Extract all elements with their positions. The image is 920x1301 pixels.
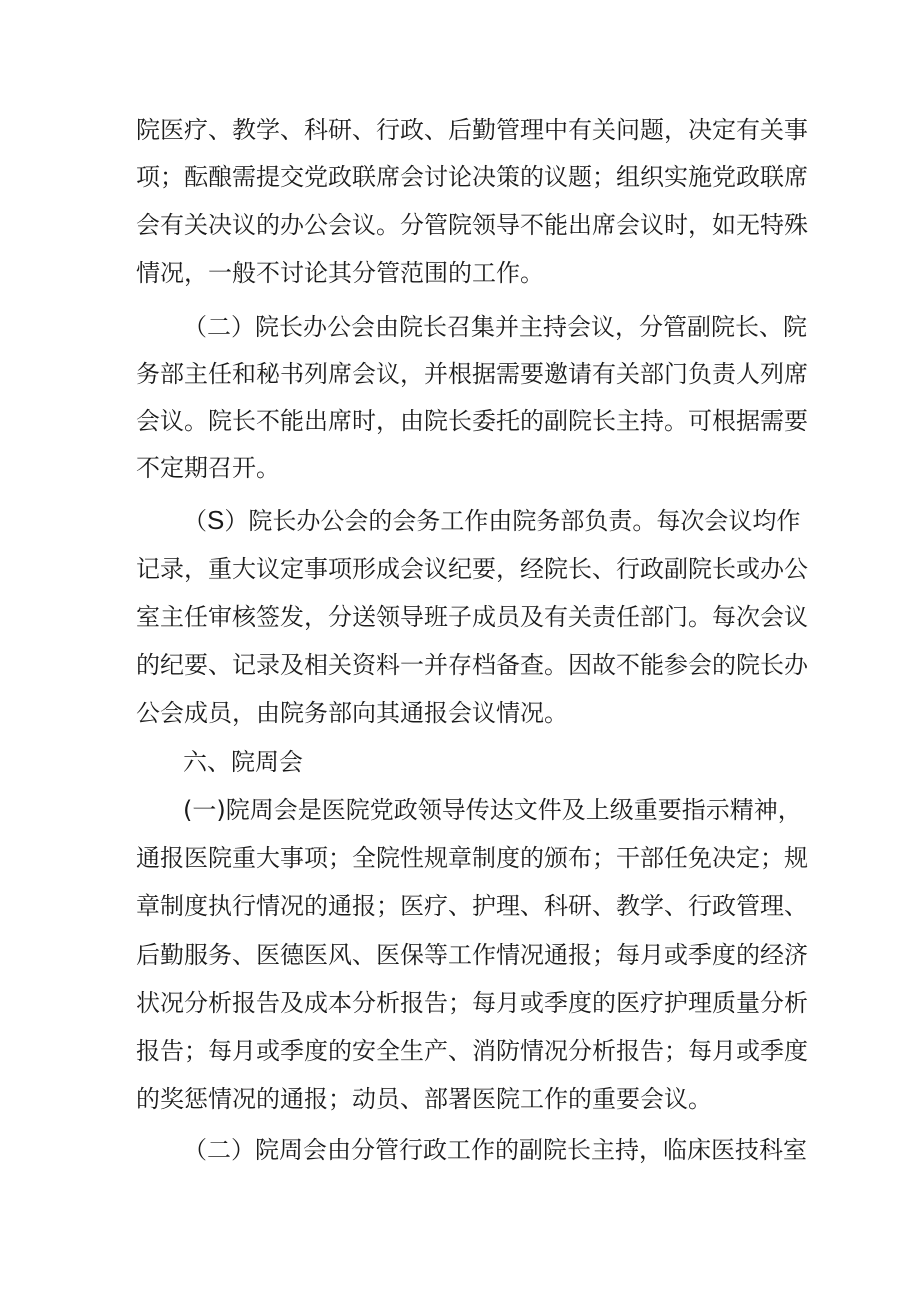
text-line: 报告；每月或季度的安全生产、消防情况分析报告；每月或季度 [136, 1037, 808, 1065]
text-line: 通报医院重大事项；全院性规章制度的颁布；干部任免决定；规 [136, 844, 808, 872]
item-number-mark: S [207, 505, 225, 535]
text-line: 状况分析报告及成本分析报告；每月或季度的医疗护理质量分析 [136, 989, 808, 1017]
text-line: (一)院周会是医院党政领导传达文件及上级重要指示精神， [183, 796, 802, 824]
text-line: 情况，一般不讨论其分管范围的工作。 [136, 259, 544, 287]
text-line: 会有关决议的办公会议。分管院领导不能出席会议时，如无特殊 [136, 211, 808, 239]
text-line: 的奖惩情况的通报；动员、部署医院工作的重要会议。 [136, 1085, 712, 1113]
text-line: 章制度执行情况的通报；医疗、护理、科研、教学、行政管理、 [136, 892, 808, 920]
text-line: （二）院周会由分管行政工作的副院长主持，临床医技科室 [183, 1136, 807, 1164]
section-heading: 六、院周会 [183, 748, 303, 776]
text-line: 公会成员，由院务部向其通报会议情况。 [136, 699, 568, 727]
text-line: 院医疗、教学、科研、行政、后勤管理中有关问题，决定有关事 [136, 116, 808, 144]
item-number-close: ） [224, 507, 249, 535]
text-line: 项；酝酿需提交党政联席会讨论决策的议题；组织实施党政联席 [136, 163, 808, 191]
item-number-open: （ [183, 507, 207, 535]
text-line: 不定期召开。 [136, 454, 280, 482]
text-line: 后勤服务、医德医风、医保等工作情况通报；每月或季度的经济 [136, 941, 808, 969]
text-line: 室主任审核签发，分送领导班子成员及有关责任部门。每次会议 [136, 603, 808, 631]
text-line-rest: 院长办公会的会务工作由院务部负责。每次会议均作 [248, 507, 801, 535]
text-line: 会议。院长不能出席时，由院长委托的副院长主持。可根据需要 [136, 407, 808, 435]
text-line: 务部主任和秘书列席会议，并根据需要邀请有关部门负责人列席 [136, 360, 808, 388]
text-line: （二）院长办公会由院长召集并主持会议，分管副院长、院 [183, 313, 807, 341]
text-line: 的纪要、记录及相关资料一并存档备查。因故不能参会的院长办 [136, 651, 808, 679]
text-line: 记录，重大议定事项形成会议纪要，经院长、行政副院长或办公 [136, 555, 808, 583]
text-line [183, 503, 920, 537]
